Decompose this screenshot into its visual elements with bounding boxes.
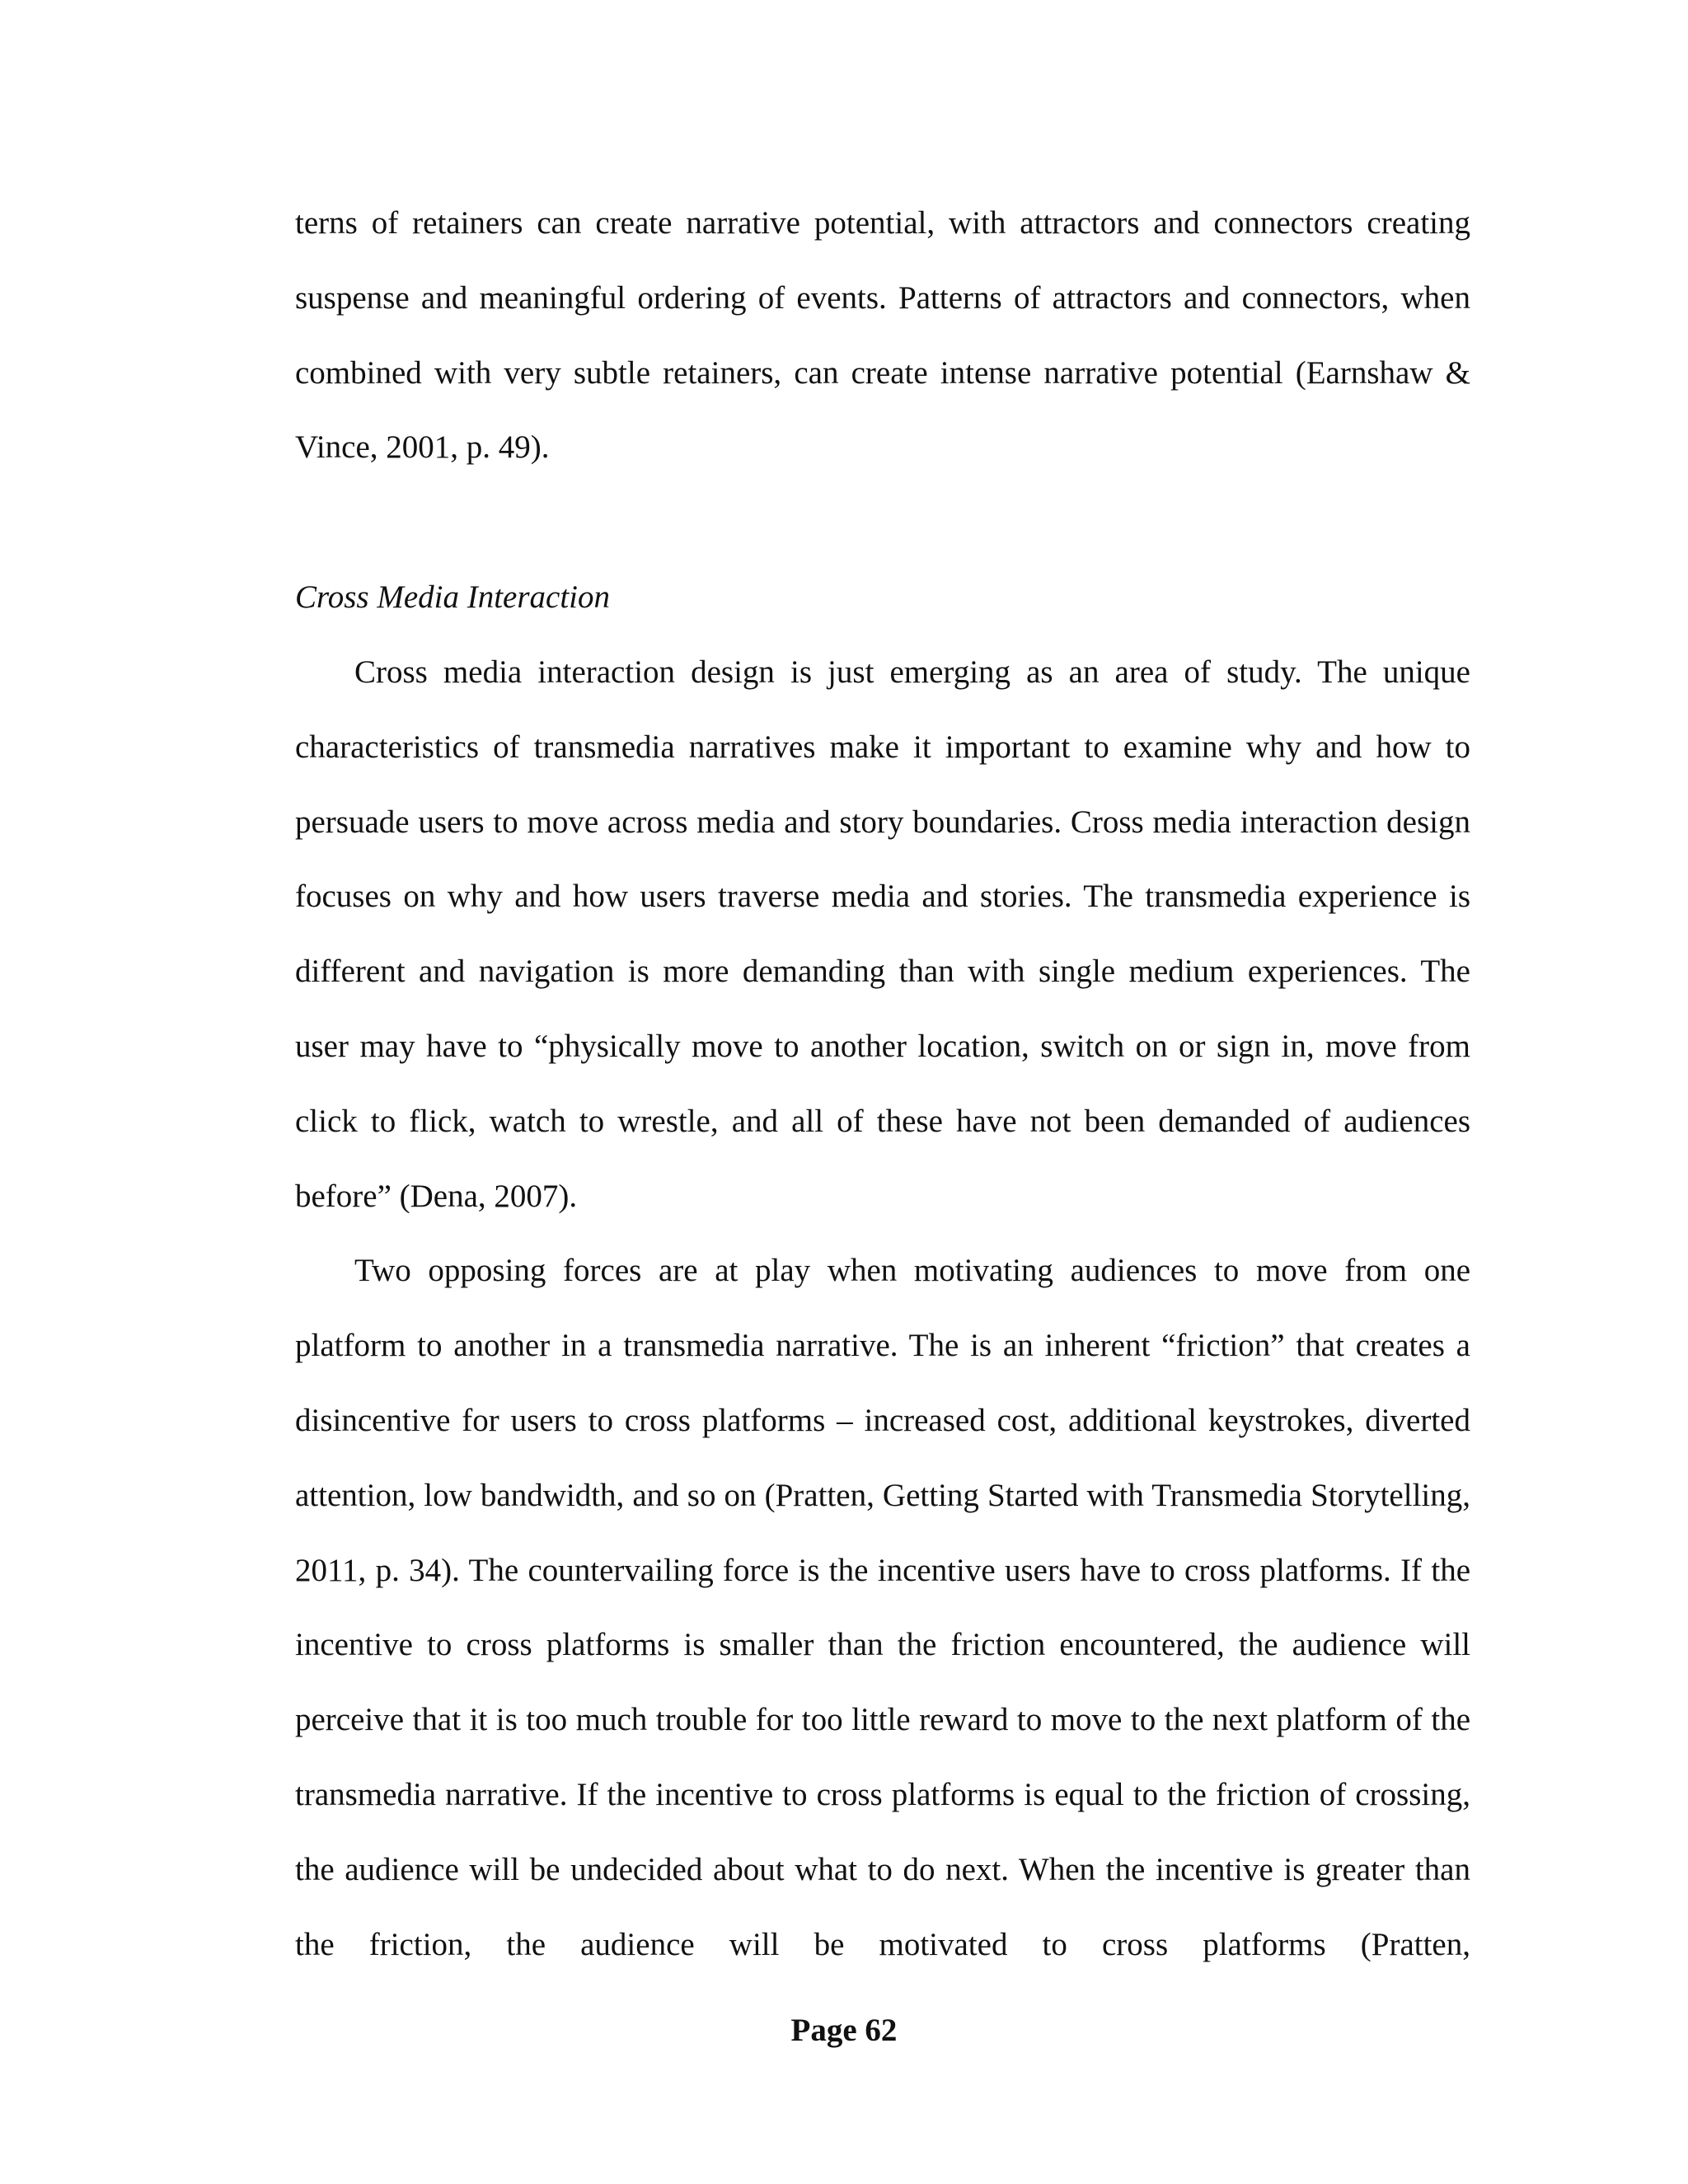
section-heading: Cross Media Interaction [295,579,611,616]
page-number: Page 62 [790,2013,898,2048]
continued-paragraph: terns of retainers can create narrative potential, with attractors and connectors creating suspense and meaningful ordering of events. Patterns of attractors and connectors, when combined with very subtle retainers, can create intense narrative potential (Earnshaw & Vince, 2001, p. 49). [295,205,1470,466]
body-paragraph: Two opposing forces are at play when motivating audiences to move from one platform to another in a transmedia narrative. The is an inherent “friction” that creates a disincentive for users to cross platforms – increased cost, additional keystrokes, diverted attention, low bandwidth, and so on (Pratten, Getting Started with Transmedia Storytelling, 2011, p. 34). The countervailing force is the incentive users have to cross platforms. If the incentive to cross platforms is smaller than the friction encountered, the audience will perceive that it is too much trouble for too little reward to move to the next platform of the transmedia narrative. If the incentive to cross platforms is equal to the friction of crossing, the audience will be undecided about what to do next. When the incentive is greater than the friction, the audience will be motivated to cross platforms (Pratten, [295,1253,1470,1962]
page-body [295,186,1470,1982]
body-paragraph: Cross media interaction design is just emerging as an area of study. The unique characteristics of transmedia narratives make it important to examine why and how to persuade users to move across media and story boundaries. Cross media interaction design focuses on why and how users traverse media and stories. The transmedia experience is different and navigation is more demanding than with single medium experiences. The user may have to “physically move to another location, switch on or sign in, move from click to flick, watch to wrestle, and all of these have not been demanded of audiences before” (Dena, 2007). [295,654,1470,1214]
